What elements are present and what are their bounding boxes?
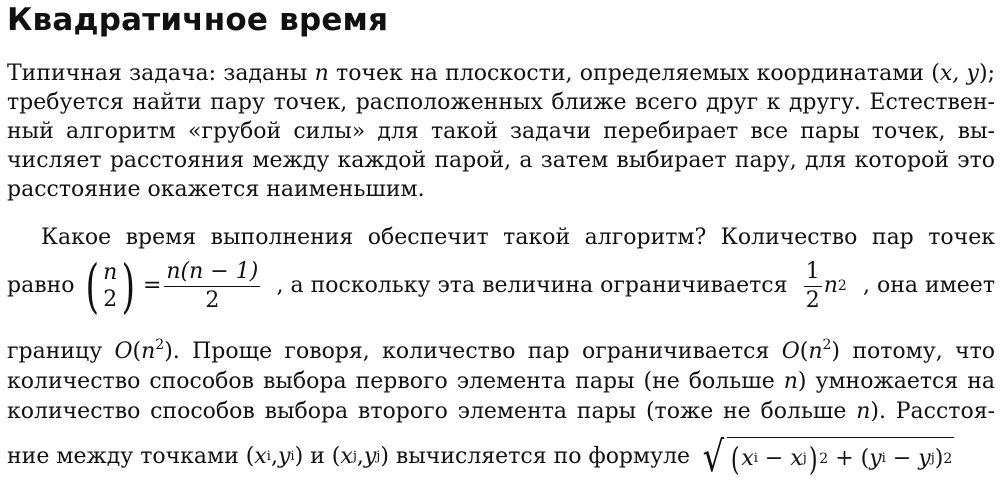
paragraph2-line3: границу $O(n^2)$. Проще говоря, количество пар ограничивается $O(n^2)$ потому, что	[7, 337, 996, 364]
fraction-half-denominator: 2	[805, 287, 820, 313]
paragraph1-line3: ный алгоритм «грубой силы» для такой задачи перебирает все пары точек, вы-	[7, 119, 995, 144]
fraction-pairs	[164, 259, 260, 314]
binomial-coefficient	[81, 252, 140, 320]
half-n-var: n	[823, 273, 838, 298]
left-paren-icon: (	[85, 252, 99, 320]
formula-prefix: равно	[7, 273, 75, 298]
equals-sign: =	[142, 273, 162, 298]
fraction-pairs-denominator: 2	[205, 287, 220, 313]
document-page	[7, 0, 995, 492]
fraction-pairs-numerator: n(n − 1)	[164, 259, 260, 287]
paragraph1-line4: числяет расстояния между каждой парой, а затем выбирает пару, для которой это	[7, 148, 995, 173]
right-paren-icon: )	[121, 252, 136, 320]
formula-middle-text: , а поскольку эта величина ограничивается	[276, 273, 788, 298]
paragraph1-line5: расстояние окажется наименьшим.	[7, 177, 425, 202]
paragraph1-line2: требуется найти пару точек, расположенных ближе всего друг к другу. Естествен-	[7, 90, 995, 115]
paragraph2-line6: ние между точками ( x i , y i ) и ( x j , y j ) вычисляется по формуле √ ( x i − x j ) 2 + ( y i − y j ) 2	[7, 432, 953, 481]
formula-end-text: , она имеет	[863, 273, 995, 298]
section-title: Квадратичное время	[7, 2, 389, 38]
paragraph2-line5: количество способов выбора второго элемента пары (тоже не больше n). Расстоя-	[7, 399, 996, 424]
paragraph2-formula-line: равно ( n 2 ) = $\frac{n(n - 1)}{2}$ , а поскольку эта величина ограничивается $\frac{1}{2}$ n 2 , она имеет	[7, 252, 995, 320]
paragraph2-line4: количество способов выбора первого элемента пары (не больше n) умножается на	[7, 369, 995, 394]
paragraph1-line1: Типичная задача: заданы n точек на плоскости, определяемых координатами (x, y);	[7, 61, 995, 86]
fraction-half	[804, 259, 822, 314]
distance-formula	[700, 432, 954, 481]
sqrt-icon: √	[702, 432, 725, 481]
sqrt-radicand: ( x i − x j ) 2 + ( y i − y j ) 2	[727, 437, 954, 477]
binom-top: n	[103, 260, 118, 285]
fraction-half-numerator: 1	[804, 259, 822, 287]
binom-bottom: 2	[103, 287, 118, 312]
paragraph2-line1: Какое время выполнения обеспечит такой алгоритм? Количество пар точек	[41, 225, 995, 250]
